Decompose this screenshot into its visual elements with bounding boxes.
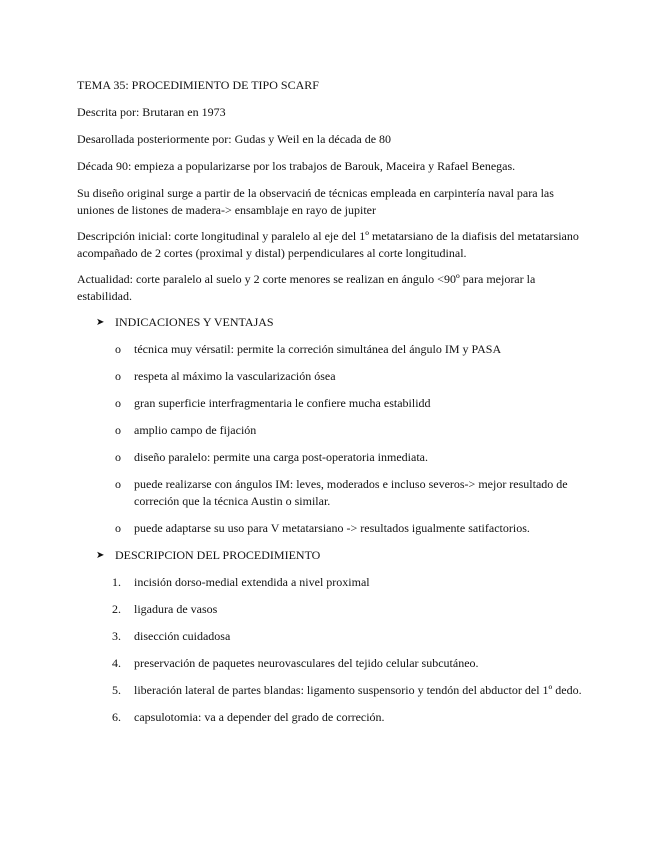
section-indicaciones <box>77 314 587 331</box>
list-item <box>77 655 587 672</box>
list-item <box>77 682 587 699</box>
paragraph-descripcion-inicial: Descripción inicial: corte longitudinal y paralelo al eje del 1º metatarsiano de la diafisis del metatarsiano acompañado de 2 cortes (proximal y distal) perpendiculares al corte longitudinal. <box>77 229 579 260</box>
section-heading-indicaciones: INDICACIONES Y VENTAJAS <box>115 315 274 329</box>
list-item <box>77 709 587 726</box>
list-item <box>77 601 587 618</box>
paragraph-descrita: Descrita por: Brutaran en 1973 <box>77 105 226 119</box>
list-item-text: puede adaptarse su uso para V metatarsiano -> resultados igualmente satifactorios. <box>134 521 530 535</box>
list-item <box>77 574 587 591</box>
procedimiento-list <box>77 574 587 726</box>
list-item-text: disección cuidadosa <box>134 629 231 643</box>
list-item <box>77 520 587 537</box>
circle-bullet-icon: o <box>115 450 121 464</box>
list-item <box>77 476 587 510</box>
list-item <box>77 422 587 439</box>
paragraph-diseno-original: Su diseño original surge a partir de la observaciń de técnicas empleada en carpintería naval para las uniones de listones de madera-> ensamblaje en rayo de jupiter <box>77 186 554 217</box>
list-number: 6. <box>112 710 121 724</box>
list-item-text: amplio campo de fijación <box>134 423 257 437</box>
list-number: 1. <box>112 575 121 589</box>
list-number: 3. <box>112 629 121 643</box>
list-item <box>77 395 587 412</box>
circle-bullet-icon: o <box>115 521 121 535</box>
circle-bullet-icon: o <box>115 369 121 383</box>
list-item <box>77 449 587 466</box>
list-number: 4. <box>112 656 121 670</box>
arrow-bullet-icon: ➤ <box>96 550 105 561</box>
list-item-text: preservación de paquetes neurovasculares del tejido celular subcutáneo. <box>134 656 479 670</box>
circle-bullet-icon: o <box>115 423 121 437</box>
circle-bullet-icon: o <box>115 342 121 356</box>
list-number: 2. <box>112 602 121 616</box>
list-item-text: diseño paralelo: permite una carga post-operatoria inmediata. <box>134 450 428 464</box>
list-item-text: liberación lateral de partes blandas: ligamento suspensorio y tendón del abductor del 1º dedo. <box>134 683 582 697</box>
list-item-text: ligadura de vasos <box>134 602 218 616</box>
list-item-text: incisión dorso-medial extendida a nivel proximal <box>134 575 370 589</box>
list-item-text: capsulotomia: va a depender del grado de correción. <box>134 710 385 724</box>
paragraph-decada-90: Década 90: empieza a popularizarse por los trabajos de Barouk, Maceira y Rafael Benegas. <box>77 159 516 173</box>
indicaciones-list <box>77 341 587 537</box>
section-heading-procedimiento: DESCRIPCION DEL PROCEDIMIENTO <box>115 548 321 562</box>
list-item <box>77 628 587 645</box>
paragraph-desarollada: Desarollada posteriormente por: Gudas y Weil en la década de 80 <box>77 132 392 146</box>
list-number: 5. <box>112 683 121 697</box>
document-page <box>77 77 587 736</box>
paragraph-actualidad: Actualidad: corte paralelo al suelo y 2 corte menores se realizan en ángulo <90º para mejorar la estabilidad. <box>77 272 536 303</box>
list-item-text: respeta al máximo la vascularización ósea <box>134 369 336 383</box>
section-procedimiento <box>77 547 587 564</box>
list-item-text: técnica muy vérsatil: permite la correción simultánea del ángulo IM y PASA <box>134 342 502 356</box>
circle-bullet-icon: o <box>115 396 121 410</box>
list-item-text: gran superficie interfragmentaria le confiere mucha estabilidd <box>134 396 431 410</box>
list-item-text: puede realizarse con ángulos IM: leves, moderados e incluso severos-> mejor resultado de correción que la técnica Austin o similar. <box>134 477 568 508</box>
circle-bullet-icon: o <box>115 477 121 491</box>
list-item <box>77 341 587 358</box>
arrow-bullet-icon: ➤ <box>96 317 105 328</box>
list-item <box>77 368 587 385</box>
document-title: TEMA 35: PROCEDIMIENTO DE TIPO SCARF <box>77 78 319 92</box>
